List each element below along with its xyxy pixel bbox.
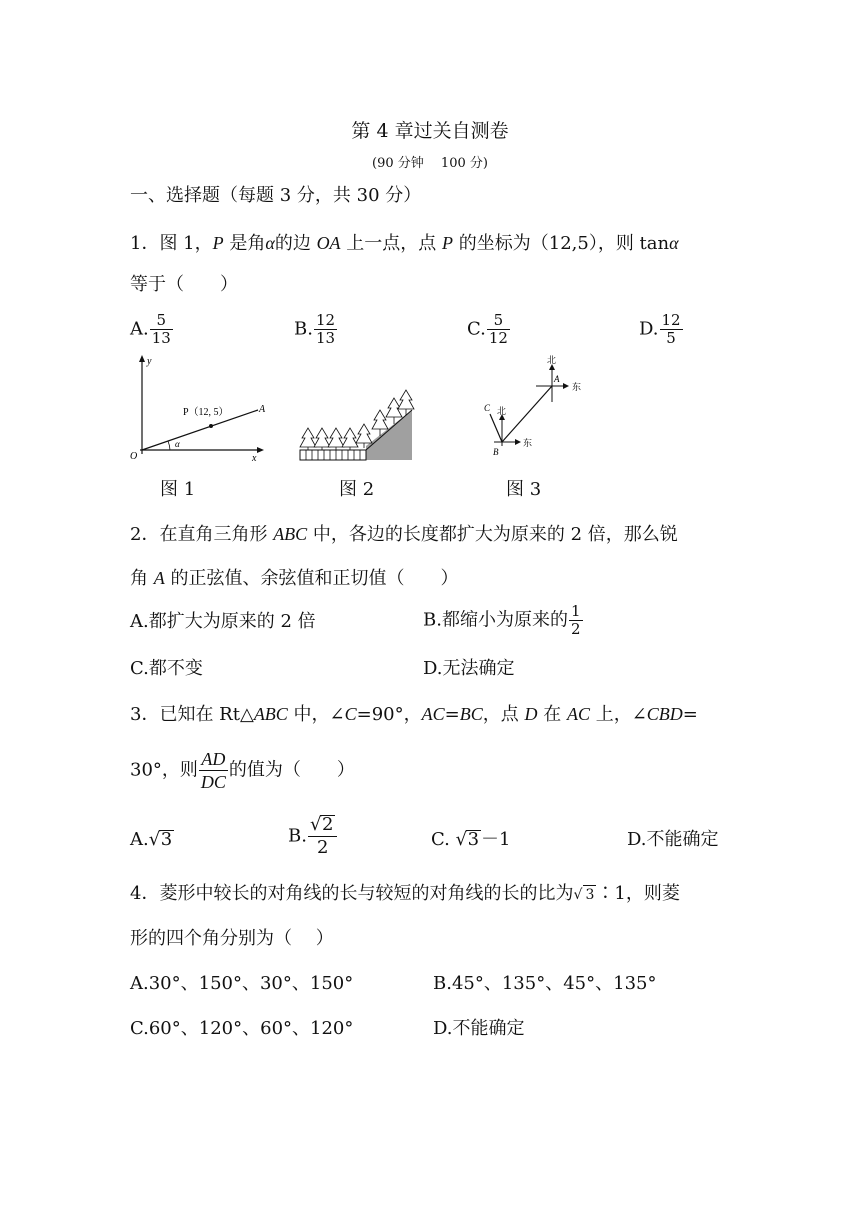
square-root: [456, 829, 481, 851]
text: －1: [481, 829, 511, 850]
text: 上，∠: [589, 704, 647, 725]
radical-sign: √: [573, 887, 583, 903]
figure-1: [128, 354, 268, 466]
figure-3: [480, 354, 590, 462]
question-1-line-2: 等于（ ）: [130, 274, 238, 295]
option-label: C.: [431, 829, 450, 850]
q2-option-c[interactable]: C.都不变: [130, 658, 203, 679]
text: 是角: [223, 233, 266, 254]
square-root: [310, 814, 335, 836]
fraction: [660, 312, 683, 347]
text: 的边: [274, 233, 317, 254]
option-label: D.: [639, 318, 659, 340]
text: 在直角三角形: [159, 524, 274, 545]
point-c-label: C: [484, 403, 491, 413]
q2-option-d[interactable]: D.无法确定: [423, 658, 515, 679]
square-root: [573, 884, 596, 906]
text: 的坐标为（12,5），则 tan: [453, 233, 670, 254]
radical-sign: √: [309, 814, 322, 835]
point-p: [209, 424, 213, 428]
question-2-line-2: [130, 567, 458, 590]
option-label: C.: [467, 318, 486, 340]
square-root: [149, 829, 174, 851]
var: α: [265, 233, 275, 253]
denominator: 5: [660, 329, 683, 347]
var: D: [524, 704, 538, 724]
point-a-label: A: [554, 374, 560, 384]
question-3-line-1: [130, 703, 698, 726]
question-number: 2．: [130, 524, 160, 545]
text: 角: [130, 568, 154, 589]
var: P: [212, 233, 224, 253]
var: P: [442, 233, 454, 253]
question-number: 4．: [130, 883, 160, 904]
origin-label: O: [130, 451, 138, 462]
radical-sign: √: [148, 829, 161, 850]
q2-option-a[interactable]: A.都扩大为原来的 2 倍: [130, 611, 316, 632]
var: AC: [566, 704, 590, 724]
denominator: 2: [308, 836, 337, 859]
question-4-line-2: 形的四个角分别为（ ）: [130, 928, 334, 949]
text: 在: [537, 704, 567, 725]
denominator: 2: [570, 620, 581, 638]
numerator: 5: [156, 311, 167, 329]
figure-2-caption: 图 2: [339, 479, 375, 500]
radical-sign: √: [455, 829, 468, 850]
text: 已知在 Rt△: [159, 704, 254, 725]
var: CBD: [646, 704, 683, 724]
figure-3-caption: 图 3: [506, 479, 542, 500]
ground-base: [300, 450, 366, 460]
ratio-fraction: [199, 748, 228, 793]
var: A: [153, 568, 165, 588]
point-b-label: B: [493, 447, 499, 457]
var: ABC: [253, 704, 288, 724]
section-heading: 一、选择题（每题 3 分，共 30 分）: [130, 185, 422, 206]
q1-option-b[interactable]: [294, 312, 338, 347]
numerator: 1: [570, 602, 581, 620]
q1-option-c[interactable]: [467, 312, 511, 347]
q3-option-a[interactable]: [130, 829, 174, 851]
text: 中，各边的长度都扩大为原来的 2 倍，那么锐: [307, 524, 678, 545]
east-arrow-b: [515, 439, 521, 445]
text: 图 1，: [159, 233, 213, 254]
option-label: B.: [294, 318, 313, 340]
figure-2: [296, 384, 416, 464]
text: ∶1，则菱: [596, 883, 680, 904]
numerator: 12: [315, 311, 336, 329]
q4-option-d[interactable]: D.不能确定: [433, 1018, 525, 1039]
east-arrow-a: [563, 383, 569, 389]
q2-option-b[interactable]: [423, 603, 584, 638]
denominator: 13: [151, 329, 171, 347]
numerator: 12: [661, 311, 681, 329]
var: ABC: [273, 524, 308, 544]
denominator: 13: [315, 329, 336, 347]
text: 中，∠: [287, 704, 345, 725]
fraction: [487, 312, 510, 347]
numerator: AD: [201, 749, 226, 769]
q3-option-d[interactable]: D.不能确定: [627, 829, 719, 850]
q3-option-c[interactable]: [431, 829, 511, 851]
q4-option-b[interactable]: B.45°、135°、45°、135°: [433, 973, 657, 994]
y-axis-arrow: [139, 355, 145, 362]
q4-option-c[interactable]: C.60°、120°、60°、120°: [130, 1018, 354, 1039]
radicand: 3: [467, 829, 480, 850]
option-label: A.: [130, 318, 149, 340]
text: 的值为（ ）: [228, 759, 355, 781]
fraction: [314, 312, 337, 347]
radicand: 3: [585, 887, 595, 903]
option-label: B.: [288, 825, 307, 847]
numerator: 5: [493, 311, 504, 329]
q4-option-a[interactable]: A.30°、150°、30°、150°: [130, 973, 354, 994]
x-axis-arrow: [257, 447, 264, 453]
q3-option-b[interactable]: [288, 814, 338, 859]
angle-arc: [168, 441, 170, 450]
fraction: [308, 814, 337, 859]
p-label: P（12, 5）: [183, 407, 229, 418]
text: =: [444, 704, 460, 725]
var: BC: [459, 704, 483, 724]
segment-ba: [502, 386, 552, 442]
east-label-a: 东: [572, 382, 582, 392]
north-label-a: 北: [547, 355, 557, 365]
question-number: 1．: [130, 233, 160, 254]
north-label-b: 北: [497, 406, 507, 416]
q1-option-d[interactable]: [639, 312, 684, 347]
question-1-line-1: [130, 232, 679, 255]
hill-slope: [366, 410, 412, 460]
question-4-line-1: [130, 883, 680, 906]
text: 上一点，点: [340, 233, 443, 254]
option-text: B.都缩小为原来的: [423, 609, 568, 631]
question-2-line-1: [130, 523, 678, 546]
question-number: 3．: [130, 704, 160, 725]
option-label: A.: [130, 829, 149, 850]
question-3-line-2: [130, 748, 355, 793]
fraction: [569, 603, 583, 638]
text: 30°，则: [130, 759, 198, 781]
y-label: y: [147, 356, 152, 367]
text: =: [682, 704, 698, 725]
denominator: 12: [488, 329, 508, 347]
text: 菱形中较长的对角线的长与较短的对角线的长的比为: [159, 883, 574, 904]
alpha-label: α: [175, 439, 180, 449]
east-label-b: 东: [523, 438, 533, 448]
radicand: 3: [160, 829, 173, 850]
a-label: A: [259, 404, 266, 415]
figure-1-caption: 图 1: [160, 479, 196, 500]
radicand: 2: [321, 814, 334, 835]
fraction: [150, 312, 173, 347]
denominator: DC: [200, 772, 226, 792]
text: 的正弦值、余弦值和正切值（ ）: [164, 568, 459, 589]
page-subtitle: (90 分钟 100 分): [372, 156, 488, 171]
var: AC: [421, 704, 445, 724]
x-label: x: [252, 453, 257, 464]
text: ，点: [482, 704, 525, 725]
numerator: [308, 814, 337, 836]
q1-option-a[interactable]: [130, 312, 174, 347]
text: =90°，: [356, 704, 422, 725]
page-title: 第 4 章过关自测卷: [351, 120, 509, 142]
var: C: [344, 704, 357, 724]
var: OA: [316, 233, 341, 253]
var: α: [669, 233, 679, 253]
